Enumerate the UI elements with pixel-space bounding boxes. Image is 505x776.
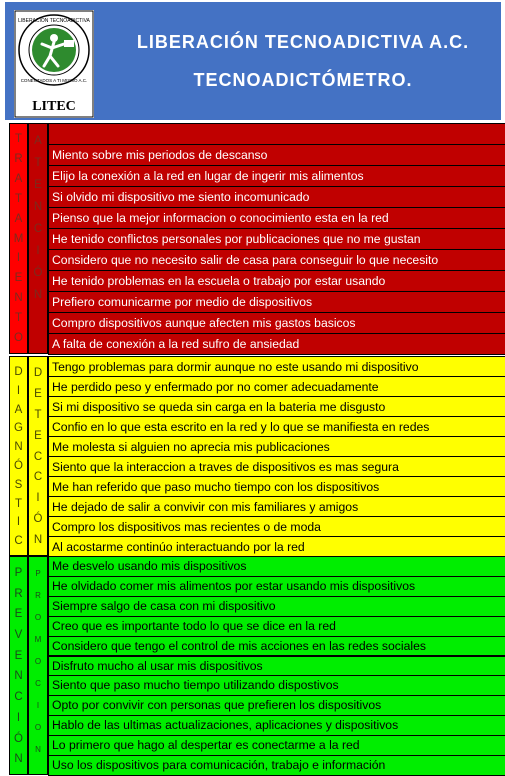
table-row: Si olvido mi dispositivo me siento incomunicado — [48, 186, 505, 208]
title-organization: LIBERACIÓN TECNOADICTIVA A.C. — [136, 32, 470, 52]
table-row: Uso los dispositivos para comunicación, trabajo e información — [48, 755, 505, 776]
logo-bottom-text: LITEC — [32, 99, 76, 114]
section-label-a: T R A T A M I E N T O — [13, 133, 24, 345]
section-label-column-a — [9, 556, 28, 775]
header-banner — [5, 2, 501, 120]
table-row: He tenido conflictos personales por publicaciones que no me gustan — [48, 228, 505, 250]
table-row: Disfruto mucho al usar mis dispositivos — [48, 656, 505, 677]
table-row: He olvidado comer mis alimentos por estar usando mis dispositivos — [48, 576, 505, 597]
table-row: He tenido problemas en la escuela o trabajo por estar usando — [48, 270, 505, 292]
table-row: Miento sobre mis periodos de descanso — [48, 144, 505, 166]
table-row — [48, 123, 505, 145]
section-2 — [9, 356, 501, 556]
table-row: Lo primero que hago al despertar es conectarme a la red — [48, 735, 505, 756]
table-row: Al acostarme continúo interactuando por la red — [48, 536, 505, 557]
section-label-a: P R E V E N C I Ó N — [14, 567, 23, 766]
section-label-column-b — [28, 356, 48, 556]
table-row: Me han referido que paso mucho tiempo con los dispositivos — [48, 476, 505, 497]
table-row: Elijo la conexión a la red en lugar de ingerir mis alimentos — [48, 165, 505, 187]
table-row: Me desvelo usando mis dispositivos — [48, 556, 505, 577]
section-rows — [48, 123, 505, 354]
section-rows — [48, 356, 505, 556]
section-label-column-a — [9, 356, 28, 556]
table-row: Si mi dispositivo se queda sin carga en la bateria me disgusto — [48, 396, 505, 417]
table-row: He perdido peso y enfermado por no comer adecuadamente — [48, 376, 505, 397]
table-row: Me molesta si alguien no aprecia mis publicaciones — [48, 436, 505, 457]
table-row: A falta de conexión a la red sufro de ansiedad — [48, 333, 505, 355]
table-row: Siento que paso mucho tiempo utilizando dispostivos — [48, 675, 505, 696]
section-3 — [9, 556, 501, 775]
section-label-column-b — [28, 556, 48, 775]
table-row: Siento que la interaccion a traves de dispositivos es mas segura — [48, 456, 505, 477]
title-tecnoadictometro: TECNOADICTÓMETRO. — [193, 70, 413, 90]
table-row: Compro los dispositivos mas recientes o de moda — [48, 516, 505, 537]
section-label-a: D I A G N Ó S T I C — [14, 366, 23, 548]
table-row: He dejado de salir a convivir con mis familiares y amigos — [48, 496, 505, 517]
section-label-column-a — [9, 123, 28, 354]
table-row: Considero que tengo el control de mis acciones en las redes sociales — [48, 636, 505, 657]
logo-ring-text: CONECTADOS A TI MISMO A.C. — [20, 78, 88, 83]
table-row: Creo que es importante todo lo que se dice en la red — [48, 616, 505, 637]
section-rows — [48, 556, 505, 775]
table-row: Confio en lo que esta escrito en la red y lo que se manifiesta en redes — [48, 416, 505, 437]
logo-top-text: LIBERACIÓN TECNOADICTIVA — [18, 18, 90, 24]
table-row: Compro dispositivos aunque afecten mis gastos basicos — [48, 312, 505, 334]
logo-emblem — [14, 10, 94, 118]
table-row: Considero que no necesito salir de casa para conseguir lo que necesito — [48, 249, 505, 271]
table-row: Tengo problemas para dormir aunque no este usando mi dispositivo — [48, 356, 505, 377]
table-row: Pienso que la mejor informacion o conocimiento esta en la red — [48, 207, 505, 229]
table-row: Siempre salgo de casa con mi dispositivo — [48, 596, 505, 617]
section-label-b: P R O M O C I O N — [34, 569, 42, 754]
table-row: Prefiero comunicarme por medio de dispositivos — [48, 291, 505, 313]
organization-logo — [14, 10, 94, 118]
section-label-b: D E T E C C I Ó N — [33, 367, 43, 546]
section-label-column-b — [28, 123, 48, 354]
table-row: Hablo de las ultimas actualizaciones, aplicaciones y dispositivos — [48, 715, 505, 736]
section-1 — [9, 123, 501, 354]
table-row: Opto por convivir con personas que prefieren los dispositivos — [48, 695, 505, 716]
section-label-b: A T E N C I Ó N — [33, 135, 43, 301]
